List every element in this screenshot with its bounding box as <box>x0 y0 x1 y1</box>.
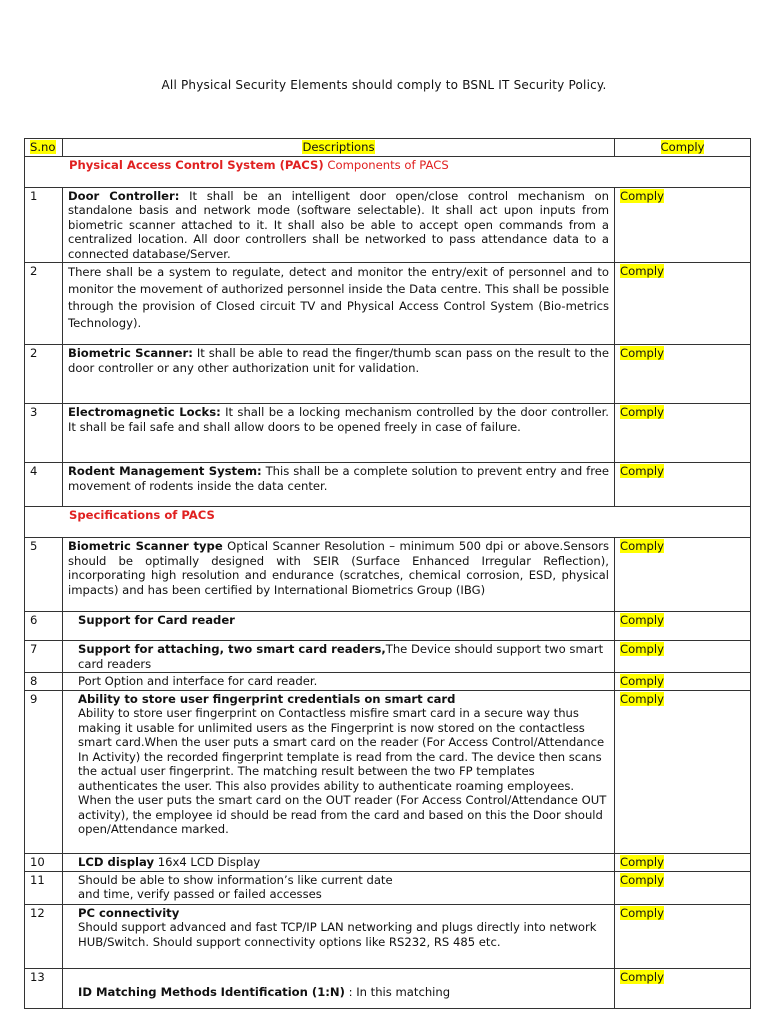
section-pacs-specifications: Specifications of PACS <box>25 507 751 538</box>
header-comply: Comply <box>615 139 751 157</box>
table-row: 12 PC connectivity Should support advanced and fast TCP/IP LAN networking and plugs directly into network HUB/Switch. Should support connectivity options like RS232, RS 485 etc. Comply <box>25 904 751 968</box>
table-row: 13 ID Matching Methods Identification (1:N) : In this matching Comply <box>25 968 751 1008</box>
table-row: 2 There shall be a system to regulate, detect and monitor the entry/exit of personnel and to monitor the movement of authorized personnel inside the Data centre. This shall be possible through the provision of Closed circuit TV and Physical Access Control System (Bio-metrics Technology). Comply <box>25 263 751 345</box>
table-row: 1 Door Controller: It shall be an intelligent door open/close control mechanism on standalone basis and network mode (software selectable). It shall act upon inputs from biometric scanner attached to it. It shall also be able to accept open commands from a centralized location. All door controllers shall be networked to pass attendance data to a connected database/Server. Comply <box>25 187 751 263</box>
table-row: 5 Biometric Scanner type Optical Scanner Resolution – minimum 500 dpi or above.Sensors should be optimally designed with SEIR (Surface Enhanced Irregular Reflection), incorporating high resolution and endurance (scratches, chemical corrosion, ESD, physical impacts) and has been certified by International Biometrics Group (IBG) Comply <box>25 538 751 612</box>
table-row: 7 Support for attaching, two smart card readers,The Device should support two smart card readers Comply <box>25 641 751 673</box>
table-row: 6 Support for Card reader Comply <box>25 612 751 641</box>
table-row: 11 Should be able to show information’s like current date and time, verify passed or failed accesses Comply <box>25 871 751 904</box>
section-row <box>25 507 751 538</box>
table-row: 8 Port Option and interface for card reader. Comply <box>25 673 751 691</box>
section-row <box>25 156 751 187</box>
table-row: 4 Rodent Management System: This shall be a complete solution to prevent entry and free movement of rodents inside the data center. Comply <box>25 463 751 507</box>
header-sno: S.no <box>25 139 63 157</box>
section-pacs-components: Physical Access Control System (PACS) Components of PACS <box>25 156 751 187</box>
table-row: 9 Ability to store user fingerprint credentials on smart card Ability to store user fingerprint on Contactless misfire smart card in a secure way thus making it usable for unlimited users as the Fingerprint is now stored on the contactless smart card.When the user puts a smart card on the reader (For Access Control/Attendance In Activity) the recorded fingerprint template is read from the card. The device then scans the actual user fingerprint. The matching result between the two FP templates authenticates the user. This also provides ability to authenticate roaming employees. When the user puts the smart card on the OUT reader (For Access Control/Attendance OUT activity), the employee id should be read from the card and based on this the Door should open/Attendance marked. Comply <box>25 690 751 853</box>
requirements-table <box>24 138 751 1009</box>
table-row: 3 Electromagnetic Locks: It shall be a locking mechanism controlled by the door controller. It shall be fail safe and shall allow doors to be opened freely in case of failure. Comply <box>25 404 751 463</box>
intro-text: All Physical Security Elements should comply to BSNL IT Security Policy. <box>161 78 607 92</box>
header-row <box>25 139 751 157</box>
header-descriptions: Descriptions <box>63 139 615 157</box>
table-row: 10 LCD display 16x4 LCD Display Comply <box>25 853 751 871</box>
table-row: 2 Biometric Scanner: It shall be able to read the finger/thumb scan pass on the result to the door controller or any other authorization unit for validation. Comply <box>25 345 751 404</box>
